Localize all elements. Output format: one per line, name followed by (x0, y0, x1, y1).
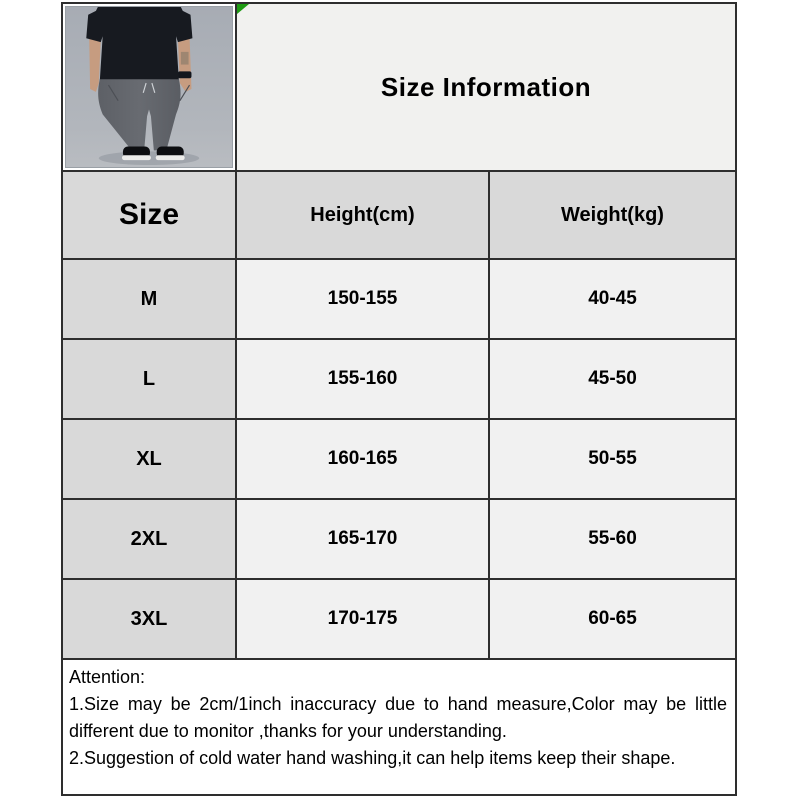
height-value-l: 155-160 (237, 340, 488, 418)
product-photo (65, 6, 233, 168)
weight-value-xl: 50-55 (490, 420, 735, 498)
size-chart-sheet (61, 2, 737, 796)
corner-flag-icon (237, 4, 249, 14)
height-value-m: 150-155 (237, 260, 488, 338)
size-label-m: M (63, 260, 235, 338)
column-header-weight: Weight(kg) (490, 172, 735, 258)
height-value-xl: 160-165 (237, 420, 488, 498)
product-photo-graphic (66, 7, 232, 167)
weight-value-3xl: 60-65 (490, 580, 735, 658)
attention-note-2: 2.Suggestion of cold water hand washing,it can help items keep their shape. (69, 748, 676, 768)
weight-value-l: 45-50 (490, 340, 735, 418)
size-label-3xl: 3XL (63, 580, 235, 658)
size-label-2xl: 2XL (63, 500, 235, 578)
size-label-xl: XL (63, 420, 235, 498)
weight-value-m: 40-45 (490, 260, 735, 338)
weight-value-2xl: 55-60 (490, 500, 735, 578)
product-photo-cell (63, 4, 235, 170)
attention-heading: Attention: (69, 667, 146, 687)
height-value-2xl: 165-170 (237, 500, 488, 578)
size-label-l: L (63, 340, 235, 418)
column-header-size: Size (63, 172, 235, 258)
column-header-height: Height(cm) (237, 172, 488, 258)
title-cell (237, 4, 735, 170)
attention-note-1: 1.Size may be 2cm/1inch inaccuracy due to hand measure,Color may be little different due to monitor ,thanks for your understanding. (69, 694, 727, 741)
page-title: Size Information (380, 71, 592, 102)
height-value-3xl: 170-175 (237, 580, 488, 658)
attention-box (63, 660, 735, 794)
